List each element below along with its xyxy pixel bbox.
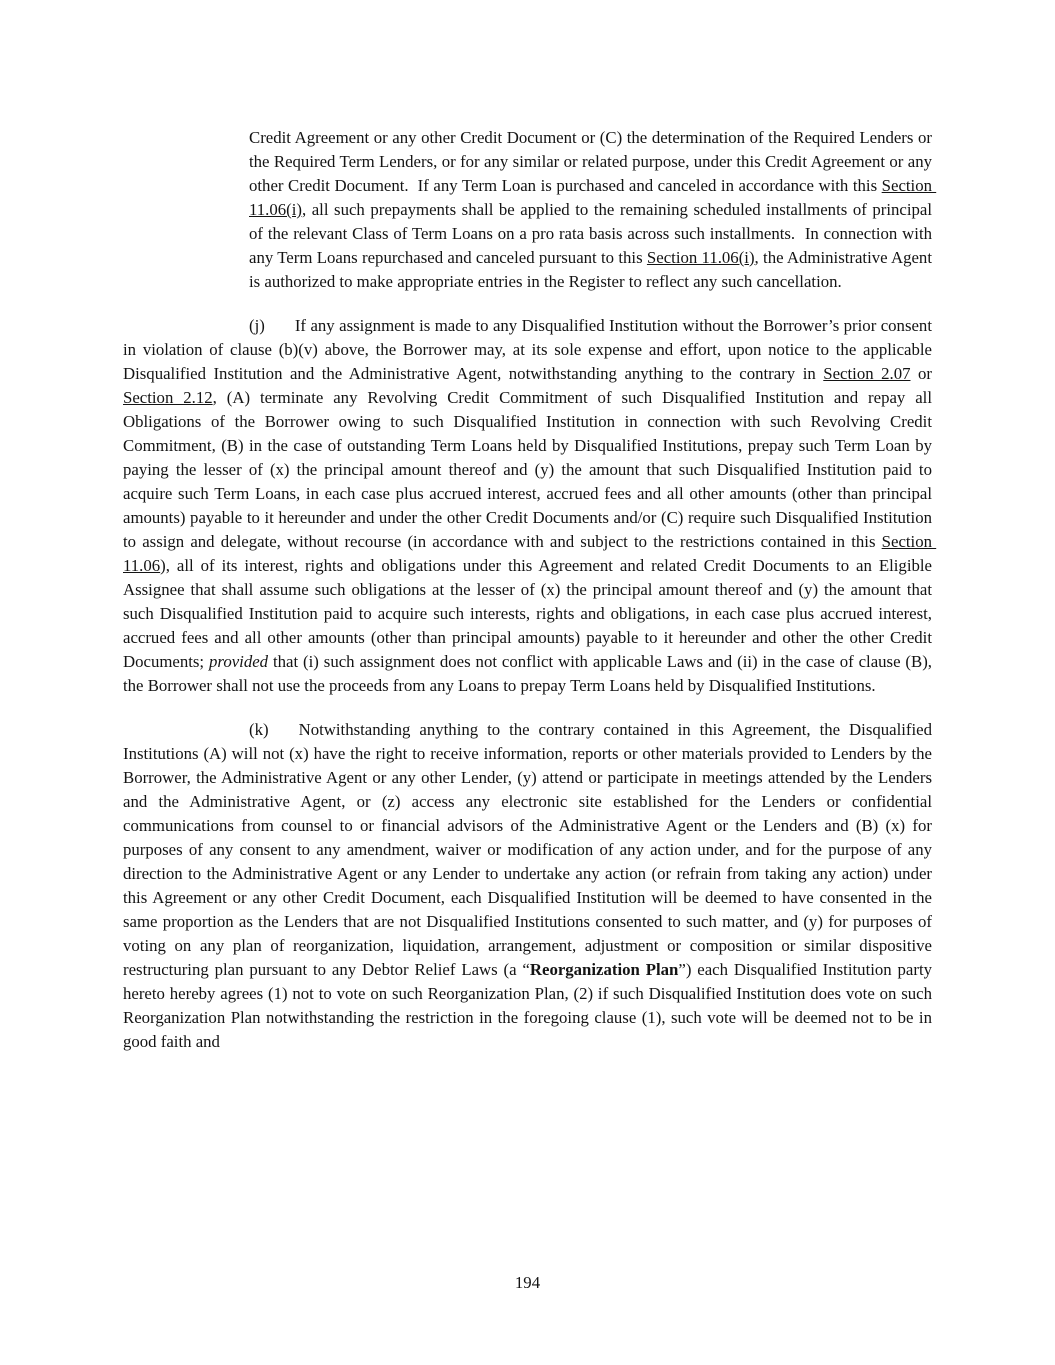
text-run: If any assignment is made to any Disqualified Institution without the Borrower’s prior consent in violation of clause (b)(v) above, the Borrower may, at its sole expense and effort, upon notice to the applicable Disqualified Institution and the Administrative Agent, notwithstanding anything to the contrary in [123, 316, 937, 383]
emphasized-term: provided [209, 652, 269, 671]
paragraph-j [123, 314, 937, 698]
page-number: 194 [514, 1273, 541, 1292]
text-run: that (i) such assignment does not conflict with applicable Laws and (ii) in the case of clause (B), the Borrower shall not use the proceeds from any Loans to prepay Term Loans held by Disqualified Institutions. [123, 652, 937, 695]
text-run: , the Administrative Agent is authorized to make appropriate entries in the Register to reflect any such cancellation. [249, 248, 937, 291]
text-run: (k) [249, 720, 269, 739]
text-run: Notwithstanding anything to the contrary contained in this Agreement, the Disqualified Institutions (A) will not (x) have the right to receive information, reports or other materials provided to Lenders by the Borrower, the Administrative Agent or any other Lender, (y) attend or participate in meetings attended by the Lenders and the Administrative Agent, or (z) access any electronic site established for the Lenders or confidential communications from counsel to or financial advisors of the Administrative Agent or the Lenders and (B) (x) for purposes of any consent to any amendment, waiver or modification of any action under, and for the purpose of any direction to the Administrative Agent or any Lender to undertake any action (or refrain from taking any action) under this Agreement or any other Credit Document, each Disqualified Institution will be deemed to have consented in the same proportion as the Lenders that are not Disqualified Institutions consented to such matter, and (y) for purposes of voting on any plan of reorganization, liquidation, arrangement, adjustment or composition or similar dispositive restructuring plan pursuant to any Debtor Relief Laws (a “ [123, 720, 937, 979]
text-run: , (A) terminate any Revolving Credit Commitment of such Disqualified Institution and repay all Obligations of the Borrower owing to such Disqualified Institution in connection with such Revolving Credit Commitment, (B) in the case of outstanding Term Loans held by Disqualified Institutions, prepay such Term Loan by paying the lesser of (x) the principal amount thereof and (y) the amount that such Disqualified Institution paid to acquire such Term Loans, in each case plus accrued interest, accrued fees and all other amounts (other than principal amounts) payable to it hereunder and under the other Credit Documents and/or (C) require such Disqualified Institution to assign and delegate, without recourse (in accordance with and subject to the restrictions contained in this [123, 388, 937, 551]
section-reference: Section 11.06 [123, 532, 937, 575]
text-run: Credit Agreement or any other Credit Document or (C) the determination of the Required Lenders or the Required Term Lenders, or for any similar or related purpose, under this Credit Agreement or any other Credit Document. If any Term Loan is purchased and canceled in accordance with this [249, 128, 937, 195]
section-reference: Section 2.07 [823, 364, 911, 383]
section-reference: Section 11.06(i) [646, 248, 755, 267]
text-run: ”) each Disqualified Institution party hereto hereby agrees (1) not to vote on such Reorganization Plan, (2) if such Disqualified Institution does vote on such Reorganization Plan notwithstanding the restriction in the foregoing clause (1), such vote will be deemed not to be in good faith and [123, 960, 937, 1051]
section-reference: Section 11.06(i) [249, 176, 937, 219]
continuation-paragraph [249, 126, 937, 294]
defined-term: Reorganization Plan [529, 960, 679, 979]
text-run: (j) [249, 316, 265, 335]
text-run: or [910, 364, 937, 383]
text-run: , all such prepayments shall be applied to the remaining scheduled installments of principal of the relevant Class of Term Loans on a pro rata basis across such installments. In connection with any Term Loans repurchased and canceled pursuant to this [249, 200, 937, 267]
text-run: ), all of its interest, rights and obligations under this Agreement and related Credit Documents to an Eligible Assignee that shall assume such obligations at the lesser of (x) the principal amount thereof and (y) the amount that such Disqualified Institution paid to acquire such interests, rights and obligations, in each case plus accrued interest, accrued fees and all other amounts (other than principal amounts) payable to it hereunder and other the other Credit Documents; [123, 556, 937, 671]
paragraph-k [123, 718, 937, 1054]
section-reference: Section 2.12 [123, 388, 213, 407]
document-body [123, 126, 937, 1074]
